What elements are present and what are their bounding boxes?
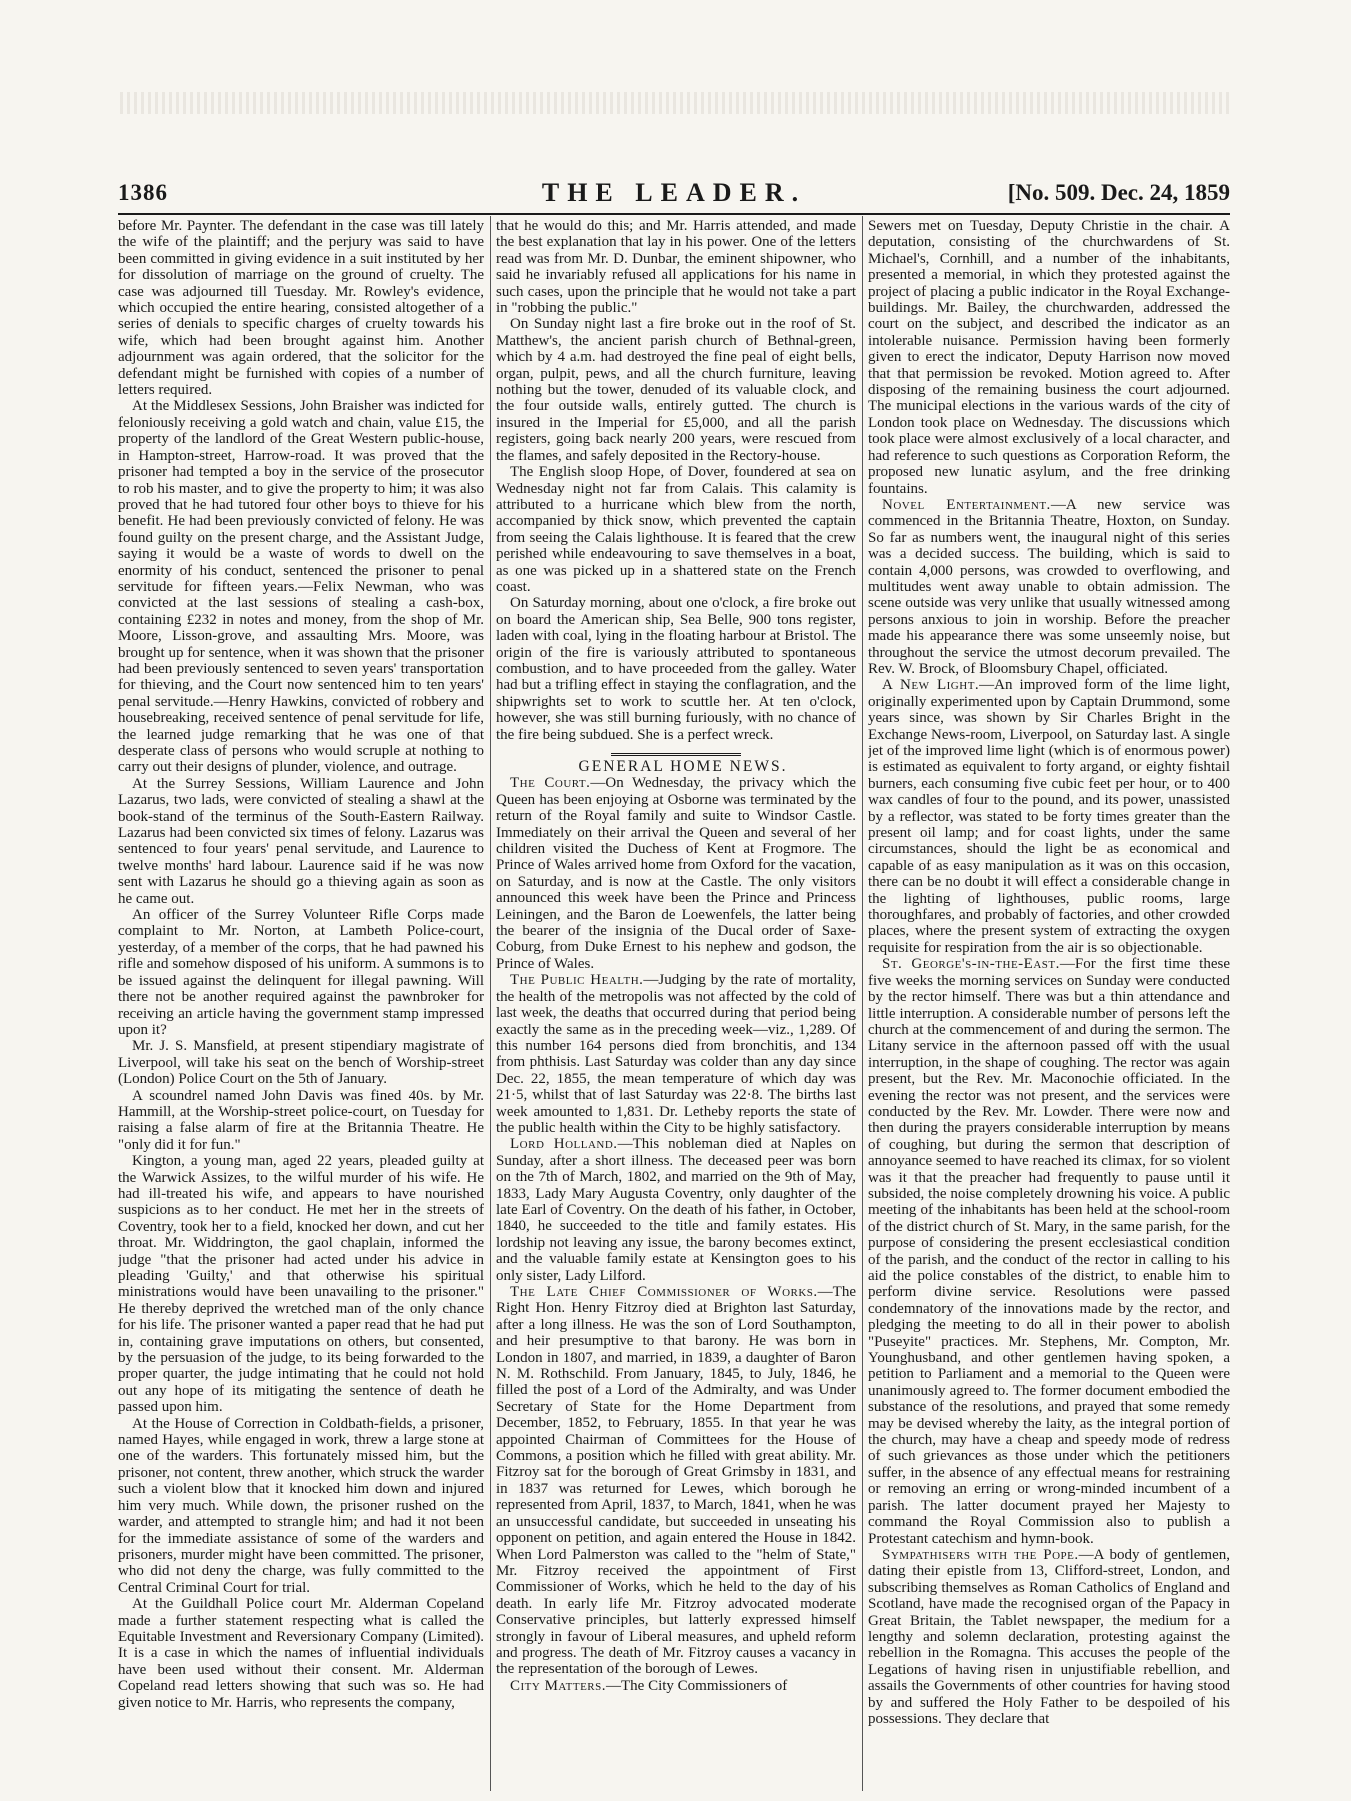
newspaper-title: THE LEADER. xyxy=(541,178,807,207)
item-text: —Judging by the rate of mortality, the health of the metropolis was not affected by the cold of last week, the deaths that occurred during that period being exactly the same as in the preceding week—viz., 1,289. Of this number 164 persons died from bronchitis, and 134 from phthisis. Last Saturday was colder than any day since Dec. 22, 1855, the mean temperature of which day was 21·5, whilst that of last Saturday was 22·8. The births last week amounted to 1,831. Dr. Letheby reports the state of the public health within the City to be highly satisfactory. xyxy=(496,972,856,1136)
paragraph: On Saturday morning, about one o'clock, a fire broke out on board the American ship, Sea Belle, 900 tons register, laden with coal, lying in the floating harbour at Bristol. The origin of the fire is variously attributed to spontaneous combustion, and to have proceeded from the galley. Water had but a trifling effect in staying the conflagration, and the shipwrights set to work to scuttle her. At ten o'clock, however, she was still burning furiously, with no chance of the fire being subdued. She is a perfect wreck. xyxy=(496,595,856,743)
item-heading: City Matters. xyxy=(510,1677,607,1694)
paragraph: Kington, a young man, aged 22 years, pleaded guilty at the Warwick Assizes, to the wilful murder of his wife. He had ill-treated his wife, and appears to have nourished suspicions as to her conduct. He met her in the streets of Coventry, took her to a field, knocked her down, and cut her throat. Mr. Widdrington, the gaol chaplain, informed the judge "that the prisoner had acted under his advice in pleading 'Guilty,' and that otherwise his spiritual ministrations would have been unavailing to the prisoner." He thereby deprived the wretched man of the only chance for his life. The prisoner wanted a paper read that he had put in, containing grave imputations on others, but consented, by the persuasion of the judge, to its being forwarded to the proper quarter, the judge intimating that he could not hold out any hope of its mitigating the sentence of death he passed upon him. xyxy=(118,1153,484,1416)
item-text: —A body of gentlemen, dating their epistle from 13, Clifford-street, London, and subscribing themselves as Roman Catholics of England and Scotland, have made the recognised organ of the Papacy in Great Britain, the Tablet newspaper, the medium for a lengthy and solemn declaration, protesting against the rebellion in the Romagna. This accuses the people of the Legations of having risen in unjustifiable rebellion, and assails the Governments of other countries for having stood by and suffered the Holy Father to be despoiled of his possessions. They declare that xyxy=(868,1546,1230,1727)
issue-date: [No. 509. Dec. 24, 1859 xyxy=(1007,180,1230,205)
news-item xyxy=(868,1547,1230,1727)
masthead-rule xyxy=(118,213,1230,215)
top-margin-noise xyxy=(120,92,1230,114)
paragraph: At the Surrey Sessions, William Laurence and John Lazarus, two lads, were convicted of stealing a shawl at the book-stand of the terminus of the South-Eastern Railway. Lazarus had been convicted six times of felony. Lazarus was sentenced to four years' penal servitude, and Laurence to twelve months' hard labour. Laurence said if he was now sent with Lazarus he should go a thieving again as soon as he came out. xyxy=(118,775,484,907)
column-3 xyxy=(868,218,1230,1788)
news-item xyxy=(496,775,856,972)
news-item xyxy=(496,1136,856,1284)
paragraph: At the Middlesex Sessions, John Braisher was indicted for feloniously receiving a gold watch and chain, value £15, the property of the landlord of the Great Western public-house, in Hampton-street, Harrow-road. It was proved that the prisoner had tempted a boy in the service of the prosecutor to rob his master, and to give the property to him; it was also proved that he had tutored four other boys to thieve for his benefit. He had been previously convicted of felony. He was found guilty on the present charge, and the Assistant Judge, saying it would be a waste of words to dwell on the enormity of his conduct, sentenced the prisoner to penal servitude for fifteen years.—Felix Newman, who was convicted at the last sessions of stealing a cash-box, containing £232 in notes and money, from the shop of Mr. Moore, Lisson-grove, and assaulting Mrs. Moore, was brought up for sentence, when it was shown that the prisoner had been previously sentenced to seven years' transportation for thieving, and the Court now sentenced him to ten years' penal servitude.—Henry Hawkins, convicted of robbery and housebreaking, received sentence of penal servitude for life, the learned judge remarking that he was one of that desperate class of persons who would scruple at nothing to carry out their designs of plunder, violence, and outrage. xyxy=(118,398,484,776)
paragraph: On Sunday night last a fire broke out in the roof of St. Matthew's, the ancient parish church of Bethnal-green, which by 4 a.m. had destroyed the fine peal of eight bells, organ, pulpit, pews, and all the church furniture, leaving nothing but the tower, denuded of its valuable clock, and the four outside walls, entirely gutted. The church is insured in the Imperial for £5,000, and all the parish registers, going back nearly 200 years, were rescued from the flames, and safely deposited in the Rectory-house. xyxy=(496,316,856,464)
item-text: —The City Commissioners of xyxy=(606,1677,788,1694)
news-item xyxy=(496,1678,856,1694)
item-text: Sewers met on Tuesday, Deputy Christie in the chair. A deputation, consisting of the churchwardens of St. Michael's, Cornhill, and a number of the inhabitants, presented a memorial, in which they protested against the project of placing a public indicator in the Royal Exchange-buildings. Mr. Bailey, the churchwarden, addressed the court on the subject, and described the indicator as an intolerable nuisance. Permission having been formerly given to erect the indicator, Deputy Harrison now moved that that permission be revoked. Motion agreed to. After disposing of the remaining business the court adjourned. The municipal elections in the various wards of the city of London took place on Wednesday. The discussions which took place were almost exclusively of a local character, and had reference to such questions as Corporation Reform, the proposed new lunatic asylum, and the free drinking fountains. xyxy=(868,218,1230,497)
item-text: —For the first time these five weeks the morning services on Sunday were conducted by the rector himself. There was but a thin attendance and little interruption. A considerable number of persons left the church at the commencement of and during the sermon. The Litany service in the afternoon passed off with the usual interruption, in the shape of coughing. The rector was again present, but the Rev. Mr. Maconochie officiated. In the evening the rector was not present, and the services were conducted by the Rev. Mr. Lowder. There were now and then during the prayers considerable interruption by means of coughing, but during the sermon that description of annoyance seemed to have reached its climax, for so violent was it that the preacher had frequently to pause until it subsided, the noise completely drowning his voice. A public meeting of the inhabitants has been held at the school-room of the district church of St. Mary, in the same parish, for the purpose of considering the present ecclesiastical condition of the parish, and the conduct of the rector in calling to his aid the police constables of the district, to enable him to perform divine service. Resolutions were passed condemnatory of the innovations made by the rector, and pledging the meeting to do all in their power to abolish "Puseyite" practices. Mr. Stephens, Mr. Compton, Mr. Younghusband, and other gentlemen having spoken, a petition to Parliament and a memorial to the Queen were unanimously agreed to. The former document embodied the substance of the resolutions, and prayed that some remedy may be devised whereby the laity, as the integral portion of the church, may have a cheap and speedy mode of redress of such grievances as those under which the petitioners suffer, in the absence of any effectual means for restraining or removing an erring or wrong-minded incumbent of a parish. The latter document prayed her Majesty to command the Royal Commission also to publish a Protestant catechism and hymn-book. xyxy=(868,956,1230,1547)
paragraph: At the House of Correction in Coldbath-fields, a prisoner, named Hayes, while engaged in work, threw a large stone at one of the warders. This fortunately missed him, but the prisoner, not content, threw another, which struck the warder such a violent blow that it knocked him down and injured him very much. While down, the prisoner rushed on the warder, and attempted to strangle him; and had it not been for the immediate assistance of some of the warders and prisoners, murder might have been committed. The prisoner, who did not deny the charge, was fully committed to the Central Criminal Court for trial. xyxy=(118,1415,484,1596)
paragraph: At the Guildhall Police court Mr. Alderman Copeland made a further statement respecting what is called the Equitable Investment and Reversionary Company (Limited). It is a case in which the names of influential individuals have been used without their consent. Mr. Alderman Copeland read letters showing that such was so. He had given notice to Mr. Harris, who represents the company, xyxy=(118,1596,484,1711)
paragraph: that he would do this; and Mr. Harris attended, and made the best explanation that lay in his power. One of the letters read was from Mr. D. Dunbar, the eminent shipowner, who said he invariably refused all applications for his name in such cases, upon the principle that he would not take a part in "robbing the public." xyxy=(496,218,856,317)
news-item xyxy=(868,218,1230,497)
column-2 xyxy=(496,218,856,1788)
item-heading: Lord Holland. xyxy=(510,1136,618,1153)
news-item xyxy=(868,956,1230,1547)
column-rule-2 xyxy=(862,216,863,1791)
item-text: —An improved form of the lime light, originally experimented upon by Captain Drummond, some years since, was shown by Sir Charles Bright in the Exchange News-room, Liverpool, on Saturday last. A single jet of the improved lime light (which is of enormous power) is estimated as equivalent to forty argand, or eighty fishtail burners, each consuming five cubic feet per hour, or to 400 wax candles of four to the pound, and its power, unassisted by a reflector, was stated to be forty times greater than the present oil lamp; and for coast lights, under the same circumstances, should the light be as economical and capable of as easy manipulation as it was on this occasion, there can be no doubt it will effect a considerable change in the lighting of lighthouses, public rooms, large thoroughfares, and probably of factories, and other crowded places, where the present system of extracting the oxygen requisite for respiration from the air is so objectionable. xyxy=(868,677,1230,956)
column-rule-1 xyxy=(490,216,491,1791)
news-item xyxy=(868,677,1230,956)
paragraph: before Mr. Paynter. The defendant in the case was till lately the wife of the plaintiff; and the perjury was said to have been committed in giving evidence in a suit instituted by her for dissolution of marriage on the ground of cruelty. The case was adjourned till Tuesday. Mr. Rowley's evidence, which occupied the entire hearing, consisted altogether of a series of denials to specific charges of cruelty towards his wife, which had been brought against him. Another adjournment was again ordered, that the solicitor for the defendant might be furnished with copies of a number of letters required. xyxy=(118,218,484,399)
paragraph: A scoundrel named John Davis was fined 40s. by Mr. Hammill, at the Worship-street police-court, on Tuesday for raising a false alarm of fire at the Britannia Theatre. He "only did it for fun." xyxy=(118,1087,484,1153)
item-text: —On Wednesday, the privacy which the Queen has been enjoying at Osborne was terminated by the return of the Royal family and suite to Windsor Castle. Immediately on their arrival the Queen and several of her children visited the Duchess of Kent at Frogmore. The Prince of Wales arrived home from Oxford for the vacation, on Saturday, and is now at the Castle. The only visitors announced this week have been the Prince and Princess Leiningen, and the Baron de Loewenfels, the latter being the bearer of the insignia of the Ducal order of Saxe-Coburg, from Duke Ernest to his nephew and godson, the Prince of Wales. xyxy=(496,775,856,972)
item-text: —This nobleman died at Naples on Sunday, after a short illness. The deceased peer was born on the 7th of March, 1802, and married on the 9th of May, 1833, Lady Mary Augusta Coventry, only daughter of the late Earl of Coventry. On the death of his father, in October, 1840, he succeeded to the title and family estates. His lordship not leaving any issue, the barony becomes extinct, and the valuable family estate at Kensington goes to his only sister, Lady Lilford. xyxy=(496,1136,856,1284)
item-heading: A New Light. xyxy=(882,677,980,694)
section-heading: GENERAL HOME NEWS. xyxy=(578,758,788,775)
page-number: 1386 xyxy=(118,180,168,205)
paragraph: Mr. J. S. Mansfield, at present stipendiary magistrate of Liverpool, will take his seat on the bench of Worship-street (London) Police Court on the 5th of January. xyxy=(118,1038,484,1088)
paragraph: The English sloop Hope, of Dover, foundered at sea on Wednesday night not far from Calais. This calamity is attributed to a hurricane which blew from the north, accompanied by thick snow, which prevented the captain from seeing the Calais lighthouse. It is feared that the crew perished while endeavouring to save themselves in a boat, as one was picked up in a shattered state on the French coast. xyxy=(496,464,856,595)
item-heading: The Late Chief Commissioner of Works. xyxy=(510,1284,818,1300)
column-2-top xyxy=(496,218,856,743)
paragraph: An officer of the Surrey Volunteer Rifle Corps made complaint to Mr. Norton, at Lambeth Police-court, yesterday, of a member of the corps, that he had pawned his rifle and somehow disposed of his uniform. A summons is to be issued against the delinquent for illegal pawning. Will there not be another required against the pawnbroker for receiving an article having the government stamp impressed upon it? xyxy=(118,907,484,1038)
news-item xyxy=(496,1284,856,1678)
item-heading: Novel Entertainment. xyxy=(882,496,1051,513)
general-home-news xyxy=(496,775,856,1694)
item-text: —The Right Hon. Henry Fitzroy died at Brighton last Saturday, after a long illness. He was the son of Lord Southampton, and heir presumptive to that barony. He was born in London in 1807, and married, in 1839, a daughter of Baron N. M. Rothschild. From January, 1845, to July, 1846, he filled the post of a Lord of the Admiralty, and was Under Secretary of State for the Home Department from December, 1852, to February, 1855. In that year he was appointed Chairman of Committees for the House of Commons, a position which he filled with great ability. Mr. Fitzroy sat for the borough of Great Grimsby in 1831, and in 1837 was returned for Lewes, which borough he represented from April, 1837, to March, 1841, when he was an unsuccessful candidate, but succeeded in unseating his opponent on petition, and again entered the House in 1842. When Lord Palmerston was called to the "helm of State," Mr. Fitzroy received the appointment of First Commissioner of Works, which he held to the day of his death. In early life Mr. Fitzroy advocated moderate Conservative principles, but latterly expressed himself strongly in favour of Liberal measures, and upheld reform and progress. The death of Mr. Fitzroy causes a vacancy in the representation of the borough of Lewes. xyxy=(496,1284,856,1678)
column-1 xyxy=(118,218,484,1788)
item-heading: Sympathisers with the Pope. xyxy=(882,1546,1079,1563)
item-text: —A new service was commenced in the Britannia Theatre, Hoxton, on Sunday. So far as numbers went, the inaugural night of this series was a decided success. The building, which is said to contain 4,000 persons, was crowded to overflowing, and multitudes went away unable to obtain admission. The scene outside was very unlike that usually witnessed among persons anxious to join in worship. Before the preacher made his appearance there was some unseemly noise, but throughout the service the utmost decorum prevailed. The Rev. W. Brock, of Bloomsbury Chapel, officiated. xyxy=(868,496,1230,677)
masthead xyxy=(118,180,1230,216)
news-item xyxy=(496,972,856,1136)
item-heading: St. George's-in-the-East. xyxy=(882,956,1060,973)
item-heading: The Public Health. xyxy=(510,972,644,989)
news-item xyxy=(868,497,1230,677)
item-heading: The Court. xyxy=(510,775,591,792)
